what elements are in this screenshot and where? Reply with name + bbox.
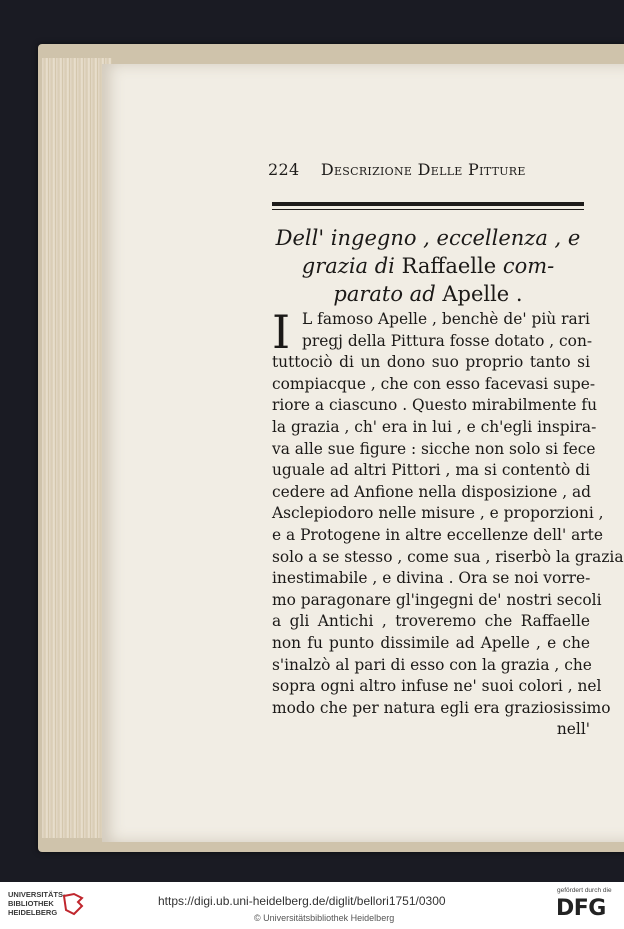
library-logo[interactable]: UNIVERSITÄTS- BIBLIOTHEK HEIDELBERG: [8, 890, 66, 917]
text-line: L famoso Apelle , benchè de' più rari: [302, 310, 590, 328]
title-line-2: grazia di Raffaelle com-: [301, 254, 555, 278]
title-line-3: parato ad Apelle .: [333, 282, 523, 306]
text-line: va alle sue figure : sicche non solo si fece: [272, 439, 596, 458]
permalink-url[interactable]: https://digi.ub.uni-heidelberg.de/diglit/bellori1751/0300: [158, 894, 446, 908]
header-rule-thin: [272, 209, 584, 210]
text-line: tuttociò di un dono suo proprio tanto si: [272, 353, 590, 372]
text-line: la grazia , ch' era in lui , e ch'egli inspira-: [272, 417, 597, 436]
text-line: solo a se stesso , come sua , riserbò la grazia: [272, 547, 624, 566]
text-line: uguale ad altri Pittori , ma si contentò di: [272, 461, 590, 480]
text-line: non fu punto dissimile ad Apelle , e che: [272, 633, 590, 652]
text-line: a gli Antichi , troveremo che Raffaelle: [272, 612, 590, 631]
text-line: cedere ad Anfione nella disposizione , ad: [272, 482, 592, 501]
title-line-1: Dell' ingegno , eccellenza , e: [275, 226, 581, 250]
header-rule-thick: [272, 202, 584, 206]
catchword: nell': [556, 720, 590, 739]
drop-cap: I: [272, 305, 291, 359]
viewer-footer: [0, 882, 624, 929]
text-line: mo paragonare gl'ingegni de' nostri secoli: [272, 590, 602, 609]
text-line: riore a ciascuno . Questo mirabilmente fu: [272, 396, 598, 415]
copyright-notice: © Universitätsbibliothek Heidelberg: [254, 913, 395, 923]
running-head: Descrizione Delle Pitture: [320, 160, 526, 179]
text-line: s'inalzò al pari di esso con la grazia , che: [272, 655, 592, 674]
section-title: [272, 224, 584, 308]
text-line: inestimabile , e divina . Ora se noi vorre-: [272, 569, 591, 588]
library-emblem-icon: [62, 892, 84, 916]
text-line: sopra ogni altro infuse ne' suoi colori , nel: [272, 677, 602, 696]
running-header: [268, 160, 526, 179]
text-line: compiacque , che con esso facevasi supe-: [272, 374, 596, 393]
text-line: pregj della Pittura fosse dotato , con-: [302, 331, 593, 350]
body-text: [272, 305, 624, 741]
text-line: Asclepiodoro nelle misure , e proporzioni ,: [272, 504, 604, 523]
text-line: modo che per natura egli era graziosissimo: [272, 698, 611, 717]
funder-label: gefördert durch die: [557, 887, 612, 894]
page-number: 224: [268, 160, 300, 179]
dfg-logo[interactable]: DFG: [556, 896, 606, 921]
text-line: e a Protogene in altre eccellenze dell' arte: [272, 525, 603, 544]
